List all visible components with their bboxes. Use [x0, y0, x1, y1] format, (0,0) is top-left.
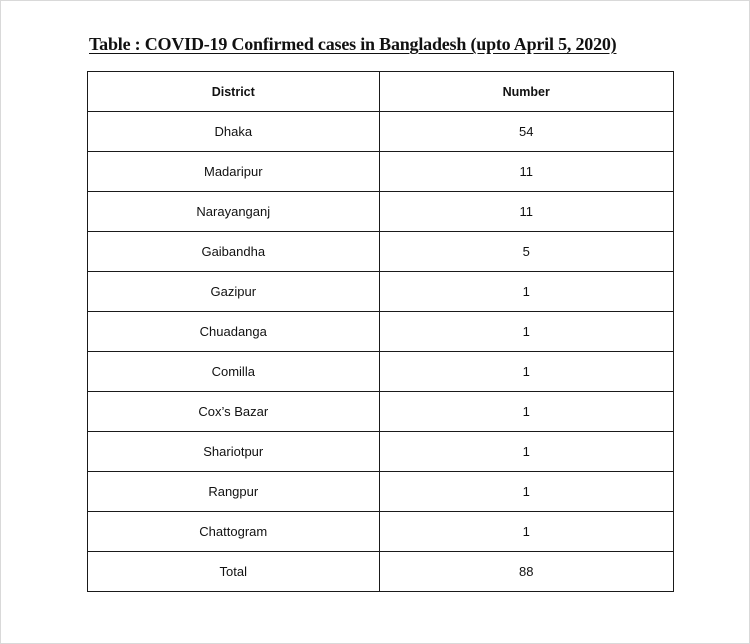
number-cell: 5 [379, 232, 673, 272]
table-row [88, 152, 674, 192]
number-cell: 1 [379, 472, 673, 512]
column-header-district: District [88, 72, 380, 112]
table-row [88, 392, 674, 432]
district-cell: Gaibandha [88, 232, 380, 272]
district-cell: Madaripur [88, 152, 380, 192]
number-cell: 54 [379, 112, 673, 152]
total-row [88, 552, 674, 592]
number-cell: 11 [379, 192, 673, 232]
table-row [88, 312, 674, 352]
total-value-cell: 88 [379, 552, 673, 592]
cases-table [87, 71, 674, 592]
district-cell: Rangpur [88, 472, 380, 512]
number-cell: 1 [379, 272, 673, 312]
district-cell: Chuadanga [88, 312, 380, 352]
table-row [88, 512, 674, 552]
number-cell: 1 [379, 312, 673, 352]
district-cell: Cox’s Bazar [88, 392, 380, 432]
table-header-row [88, 72, 674, 112]
number-cell: 1 [379, 392, 673, 432]
table-row [88, 232, 674, 272]
number-cell: 11 [379, 152, 673, 192]
table-row [88, 272, 674, 312]
table-title: Table : COVID-19 Confirmed cases in Bangladesh (upto April 5, 2020) [89, 34, 617, 54]
table-row [88, 472, 674, 512]
district-cell: Dhaka [88, 112, 380, 152]
column-header-number: Number [379, 72, 673, 112]
table-row [88, 112, 674, 152]
district-cell: Narayanganj [88, 192, 380, 232]
table-row [88, 192, 674, 232]
district-cell: Comilla [88, 352, 380, 392]
table-row [88, 432, 674, 472]
number-cell: 1 [379, 352, 673, 392]
number-cell: 1 [379, 512, 673, 552]
district-cell: Gazipur [88, 272, 380, 312]
district-cell: Shariotpur [88, 432, 380, 472]
table-row [88, 352, 674, 392]
district-cell: Chattogram [88, 512, 380, 552]
number-cell: 1 [379, 432, 673, 472]
total-label-cell: Total [88, 552, 380, 592]
